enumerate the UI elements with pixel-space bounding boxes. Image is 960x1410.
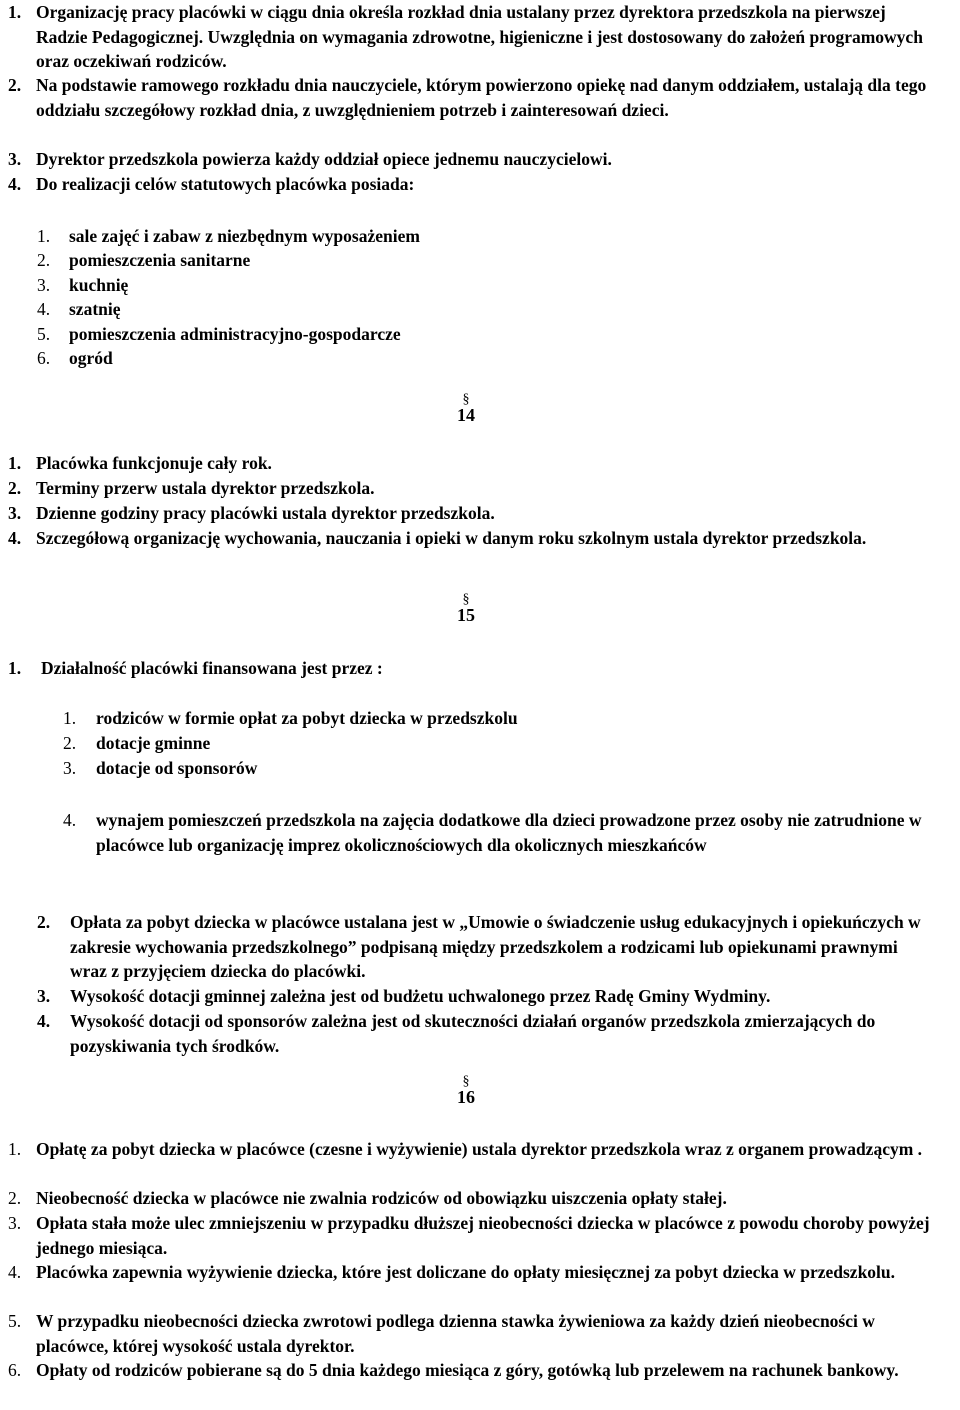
list-item xyxy=(37,756,937,781)
item-text: Dyrektor przedszkola powierza każdy oddział opiece jednemu nauczycielowi. xyxy=(36,149,612,169)
list-item xyxy=(37,731,937,756)
item-number: 2. xyxy=(8,1188,22,1208)
list-item xyxy=(37,346,937,371)
section-number: 16 xyxy=(457,1087,475,1107)
item-text: Do realizacji celów statutowych placówka posiada: xyxy=(36,174,415,194)
item-number: 4. xyxy=(37,1011,51,1031)
list-item xyxy=(8,1358,938,1383)
item-text: sale zajęć i zabaw z niezbędnym wyposażeniem xyxy=(69,226,420,246)
item-text: kuchnię xyxy=(69,275,129,295)
item-number: 5. xyxy=(8,1311,22,1331)
item-text: W przypadku nieobecności dziecka zwrotowi podlega dzienna stawka żywieniowa za każdy dzień nieobecności w placówce, której wysokość ustala dyrektor. xyxy=(36,1311,875,1356)
item-text: pomieszczenia administracyjno-gospodarcze xyxy=(69,324,401,344)
list-item xyxy=(8,1260,938,1285)
item-text: ogród xyxy=(69,348,113,368)
item-number: 3. xyxy=(8,149,22,169)
item-number: 4. xyxy=(8,174,22,194)
item-number: 1. xyxy=(37,226,51,246)
item-number: 1. xyxy=(8,2,22,22)
item-number: 2. xyxy=(8,75,22,95)
section-number: 15 xyxy=(457,605,475,625)
item-text: pomieszczenia sanitarne xyxy=(69,250,251,270)
section-heading xyxy=(446,592,486,625)
item-text: Na podstawie ramowego rozkładu dnia nauczyciele, którym powierzono opiekę nad danym oddziałem, ustalają dla tego oddziału szczegółowy rozkład dnia, z uwzględnieniem potrzeb i zainteresowań dzieci. xyxy=(36,75,927,120)
item-number: 3. xyxy=(63,758,77,778)
item-number: 2. xyxy=(37,912,51,932)
item-text: Opłata stała może ulec zmniejszeniu w przypadku dłuższej nieobecności dziecka w placówce z powodu choroby powyżej jednego miesiąca. xyxy=(36,1213,930,1258)
item-number: 1. xyxy=(8,658,22,678)
item-text: szatnię xyxy=(69,299,121,319)
list-item xyxy=(8,147,938,172)
item-text: Placówka funkcjonuje cały rok. xyxy=(36,453,272,473)
item-number: 2. xyxy=(63,733,77,753)
item-text: Terminy przerw ustala dyrektor przedszkola. xyxy=(36,478,375,498)
list-item xyxy=(37,224,937,249)
item-text: Wysokość dotacji gminnej zależna jest od budżetu uchwalonego przez Radę Gminy Wydminy. xyxy=(70,986,771,1006)
item-number: 3. xyxy=(8,1213,22,1233)
item-number: 4. xyxy=(63,810,77,830)
section-number: 14 xyxy=(457,405,475,425)
item-number: 2. xyxy=(8,478,22,498)
item-number: 3. xyxy=(8,503,22,523)
item-number: 5. xyxy=(37,324,51,344)
item-text: Opłaty od rodziców pobierane są do 5 dnia każdego miesiąca z góry, gotówką lub przelewem na rachunek bankowy. xyxy=(36,1360,899,1380)
item-text: Dzienne godziny pracy placówki ustala dyrektor przedszkola. xyxy=(36,503,495,523)
item-text: dotacje od sponsorów xyxy=(96,758,258,778)
item-text: Działalność placówki finansowana jest przez : xyxy=(41,658,383,678)
list-item xyxy=(8,501,938,526)
section-heading xyxy=(446,392,486,425)
list-item xyxy=(8,0,938,74)
item-text: Szczegółową organizację wychowania, nauczania i opieki w danym roku szkolnym ustala dyrektor przedszkola. xyxy=(36,528,867,548)
item-text: Nieobecność dziecka w placówce nie zwalnia rodziców od obowiązku uiszczenia opłaty stałej. xyxy=(36,1188,727,1208)
section-heading xyxy=(446,1074,486,1107)
section-symbol: § xyxy=(462,1074,470,1089)
item-number: 4. xyxy=(8,528,22,548)
item-number: 4. xyxy=(8,1262,22,1282)
list-item xyxy=(37,297,937,322)
list-item xyxy=(8,1309,938,1358)
item-number: 3. xyxy=(37,986,51,1006)
item-number: 4. xyxy=(37,299,51,319)
item-text: Placówka zapewnia wyżywienie dziecka, które jest doliczane do opłaty miesięcznej za pobyt dziecka w przedszkolu. xyxy=(36,1262,896,1282)
item-number: 6. xyxy=(37,348,51,368)
item-text: Opłatę za pobyt dziecka w placówce (czesne i wyżywienie) ustala dyrektor przedszkola wraz z organem prowadzącym . xyxy=(36,1139,923,1159)
item-number: 6. xyxy=(8,1360,22,1380)
list-item xyxy=(8,526,938,551)
list-item xyxy=(8,476,938,501)
item-text: Organizację pracy placówki w ciągu dnia określa rozkład dnia ustalany przez dyrektora przedszkola na pierwszej Radzie Pedagogicznej. Uwzględnia on wymagania zdrowotne, higieniczne i jest dostosowany do założeń programowych oraz oczekiwań rodziców. xyxy=(36,2,923,71)
list-item xyxy=(8,1211,938,1260)
item-text: dotacje gminne xyxy=(96,733,211,753)
list-item xyxy=(37,322,937,347)
item-text: Wysokość dotacji od sponsorów zależna jest od skuteczności działań organów przedszkola zmierzających do pozyskiwania tych środków. xyxy=(70,1011,876,1056)
list-item xyxy=(37,984,937,1009)
list-item xyxy=(37,248,937,273)
list-item xyxy=(8,1137,938,1162)
item-number: 3. xyxy=(37,275,51,295)
item-number: 1. xyxy=(8,1139,22,1159)
item-text: Opłata za pobyt dziecka w placówce ustalana jest w „Umowie o świadczenie usług edukacyjnych i opiekuńczych w zakresie wychowania przedszkolnego” podpisaną między przedszkolem a rodzicami lub opiekunami prawnymi wraz z przyjęciem dziecka do placówki. xyxy=(70,912,921,981)
item-number: 1. xyxy=(8,453,22,473)
item-number: 1. xyxy=(63,708,77,728)
section-symbol: § xyxy=(462,392,470,407)
section-symbol: § xyxy=(462,592,470,607)
list-item xyxy=(37,273,937,298)
list-item xyxy=(8,451,938,476)
item-text: wynajem pomieszczeń przedszkola na zajęcia dodatkowe dla dzieci prowadzone przez osoby nie zatrudnione w placówce lub organizację imprez okolicznościowych dla okolicznych mieszkańców xyxy=(96,810,922,855)
item-text: rodziców w formie opłat za pobyt dziecka w przedszkolu xyxy=(96,708,518,728)
list-item xyxy=(8,73,938,122)
list-item xyxy=(37,910,937,984)
list-item xyxy=(8,656,938,681)
list-item xyxy=(8,172,938,197)
list-item xyxy=(37,1009,937,1058)
list-item xyxy=(37,706,937,731)
item-number: 2. xyxy=(37,250,51,270)
list-item xyxy=(8,1186,938,1211)
list-item xyxy=(37,808,937,857)
